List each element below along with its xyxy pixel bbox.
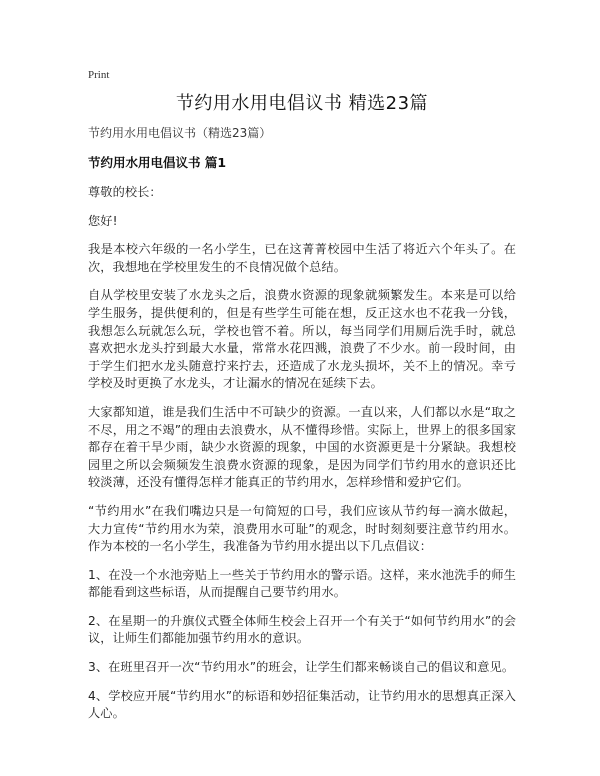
salutation: 尊敬的校长： [88, 185, 162, 199]
document-subtitle: 节约用水用电倡议书（精选23篇） [88, 126, 272, 140]
proposal-item-1: 1、在没一个水池旁贴上一些关于节约用水的警示语。这样，来水池洗手的师生都能看到这些标语，从而提醒自己要节约用水。 [88, 567, 516, 600]
paragraph-faucet-waste: 自从学校里安装了水龙头之后，浪费水资源的现象就频繁发生。本来是可以给学生服务，提供便利的，但是有些学生可能在想，反正这水也不花我一分钱，我想怎么玩就怎么玩，学校也管不着。所以，每当同学们用厕后洗手时，就总喜欢把水龙头拧到最大水量，常常水花四溅，浪费了不少水。前一段时间，由于学生们把水龙头随意拧来拧去，还造成了水龙头损坏，关不上的情况。幸亏学校及时更换了水龙头，才让漏水的情况在延续下去。 [88, 288, 516, 391]
print-label: Print [88, 69, 110, 81]
proposal-item-4: 4、学校应开展“节约用水”的标语和妙招征集活动，让节约用水的思想真正深入人心。 [88, 688, 516, 721]
proposal-item-3: 3、在班里召开一次“节约用水”的班会，让学生们都来畅谈自己的倡议和意见。 [88, 660, 515, 675]
paragraph-water-resource: 大家都知道，谁是我们生活中不可缺少的资源。一直以来，人们都以水是“取之不尽，用之不竭”的理由去浪费水，从不懂得珍惜。实际上，世界上的很多国家都存在着干旱少雨，缺少水资源的现象，中国的水资源更是十分紧缺。我想校园里之所以会频频发生浪费水资源的现象，是因为同学们节约用水的意识还比较淡薄，还没有懂得怎样才能真正的节约用水，怎样珍惜和爱护它们。 [88, 404, 516, 490]
paragraph-slogan: “节约用水”在我们嘴边只是一句简短的口号，我们应该从节约每一滴水做起，大力宣传“节约用水为荣，浪费用水可耻”的观念，时时刻刻要注意节约用水。作为本校的一名小学生，我准备为节约用水提出以下几点倡议： [88, 503, 516, 554]
document-title: 节约用水用电倡议书 精选23篇 [175, 93, 429, 114]
proposal-item-2: 2、在星期一的升旗仪式暨全体师生校会上召开一个有关于“如何节约用水”的会议，让师生们都能加强节约用水的意识。 [88, 613, 516, 646]
section-heading: 节约用水用电倡议书 篇1 [88, 155, 227, 170]
greeting: 您好! [88, 213, 118, 228]
document-page [88, 68, 516, 734]
paragraph-intro: 我是本校六年级的一名小学生，已在这菁菁校园中生活了将近六个年头了。在次，我想地在学校里发生的不良情况做个总结。 [88, 242, 516, 274]
